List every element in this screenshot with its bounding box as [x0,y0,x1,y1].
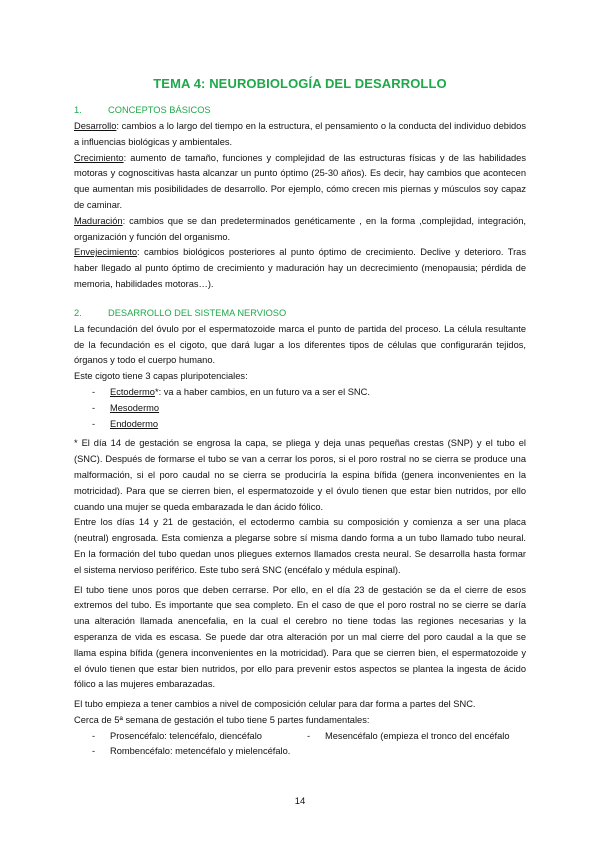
section-number: 2. [74,307,82,318]
definition-term: Envejecimiento [74,247,138,258]
definition-paragraph [74,151,526,214]
paragraph: El tubo empieza a tener cambios a nivel de composición celular para dar forma a partes del SNC. [74,699,476,710]
definition-text: : cambios a lo largo del tiempo en la estructura, el pensamiento o la conducta del individuo debidos a influencias biológicas y ambientales. [74,121,526,147]
paragraph: El tubo tiene unos poros que deben cerrarse. Por ello, en el día 23 de gestación se da el cierre de esos extremos del tubo. Es importante que sea completo. En el caso de que el poro rostral no se cierre se daría una alteración llamada anencefalia, en la cual el cerebro no tiene todas las regiones necesarias y la esperanza de vida es escasa. Se puede dar otra alteración por un mal cierre del poro caudal a la que se llama espina bífida (genera inconvenientes en la motricidad). Para que se cierren bien, el espermatozoide y el óvulo tienen que estar bien nutridos, por ello para prevenir estos aspectos se plantea la ingesta de ácido fólico a las mujeres embarazadas. [74,584,526,690]
layer-note: *: va a haber cambios, en un futuro va a ser el SNC. [154,386,370,397]
definition-paragraph [74,119,526,151]
layer-name: Endodermo [110,418,159,429]
section-title: DESARROLLO DEL SISTEMA NERVIOSO [108,307,287,318]
section-heading-2 [74,308,526,318]
definition-term: Desarrollo [74,121,117,131]
germ-layer-list [74,385,526,432]
layer-name: Mesodermo [110,402,160,413]
document-page [74,76,526,760]
list-row: - Rombencéfalo: metencéfalo y mielencéfalo. [92,744,526,760]
definition-paragraph [74,214,526,246]
paragraph: Este cigoto tiene 3 capas pluripotenciales: [74,371,248,382]
list-item: Prosencéfalo: telencéfalo, diencéfalo [110,730,262,741]
list-item: - Endodermo [92,417,526,433]
page-number: 14 [294,796,306,807]
list-item: Mesencéfalo (empieza el tronco del encéfalo [325,730,510,741]
page-title: TEMA 4: NEUROBIOLOGÍA DEL DESARROLLO [153,76,447,91]
section-number: 1. [74,105,82,115]
definition-text: : aumento de tamaño, funciones y complejidad de las estructuras físicas y de las habilidades motoras y cognoscitivas hasta alcanzar un punto óptimo (25-30 años). Es decir, hay cambios que acontecen que aumentan mis posibilidades de desarrollo. Por ejemplo, cómo crecen mis piernas y músculos soy capaz de caminar. [74,152,526,210]
list-item: Rombencéfalo: metencéfalo y mielencéfalo. [110,746,291,757]
definition-term: Crecimiento [74,152,124,163]
definition-term: Maduración [74,215,123,226]
paragraph: Cerca de 5ª semana de gestación el tubo tiene 5 partes fundamentales: [74,714,370,725]
list-item: - Ectodermo*: va a haber cambios, en un futuro va a ser el SNC. [92,386,370,397]
section-heading-1 [74,105,526,115]
list-item: - Mesodermo [92,401,526,417]
section-title: CONCEPTOS BÁSICOS [108,105,211,115]
layer-name: Ectodermo [110,386,155,397]
paragraph: * El día 14 de gestación se engrosa la capa, se pliega y deja unas pequeñas crestas (SNP) y el tubo el (SNC). Después de formarse el tubo se van a cerrar los poros, si el poro rostral no se cierra se produce una malformación, si el poro caudal no se cierra se produciría la espina bífida (genera inconvenientes en la motricidad). Para que se cierren bien, el espermatozoide y el óvulo tienen que estar bien nutridos, por ello cuando una mujer se queda embarazada le dan ácido fólico. [74,438,526,512]
list-row: - Prosencéfalo: telencéfalo, diencéfalo - Mesencéfalo (empieza el tronco del encéfalo [92,729,526,745]
paragraph: Entre los días 14 y 21 de gestación, el ectodermo cambia su composición y comienza a ser una placa (neutral) engrosada. Esta comienza a plegarse sobre sí misma dando forma a un tubo llamado tubo neural. En la formación del tubo quedan unos pliegues externos llamados cresta neural. Se desarrolla hasta formar el sistema nervioso periférico. Este tubo será SNC (encéfalo y médula espinal). [74,517,526,575]
definition-text: : cambios que se dan predeterminados genéticamente , en la forma ,complejidad, integración, organización y función del organismo. [74,215,526,242]
brain-parts-list [74,729,526,761]
paragraph: La fecundación del óvulo por el espermatozoide marca el punto de partida del proceso. La célula resultante de la fecundación es el cigoto, que dará lugar a los diferentes tipos de células que configurarán tejidos, órganos y todo el cuerpo humano. [74,323,526,366]
definition-paragraph [74,245,526,292]
definition-text: : cambios biológicos posteriores al punto óptimo de crecimiento. Declive y deterioro. Tras haber llegado al punto óptimo de crecimiento y maduración hay un decrecimiento (menopausia; pérdida de memoria, habilidades motoras…). [74,247,526,289]
